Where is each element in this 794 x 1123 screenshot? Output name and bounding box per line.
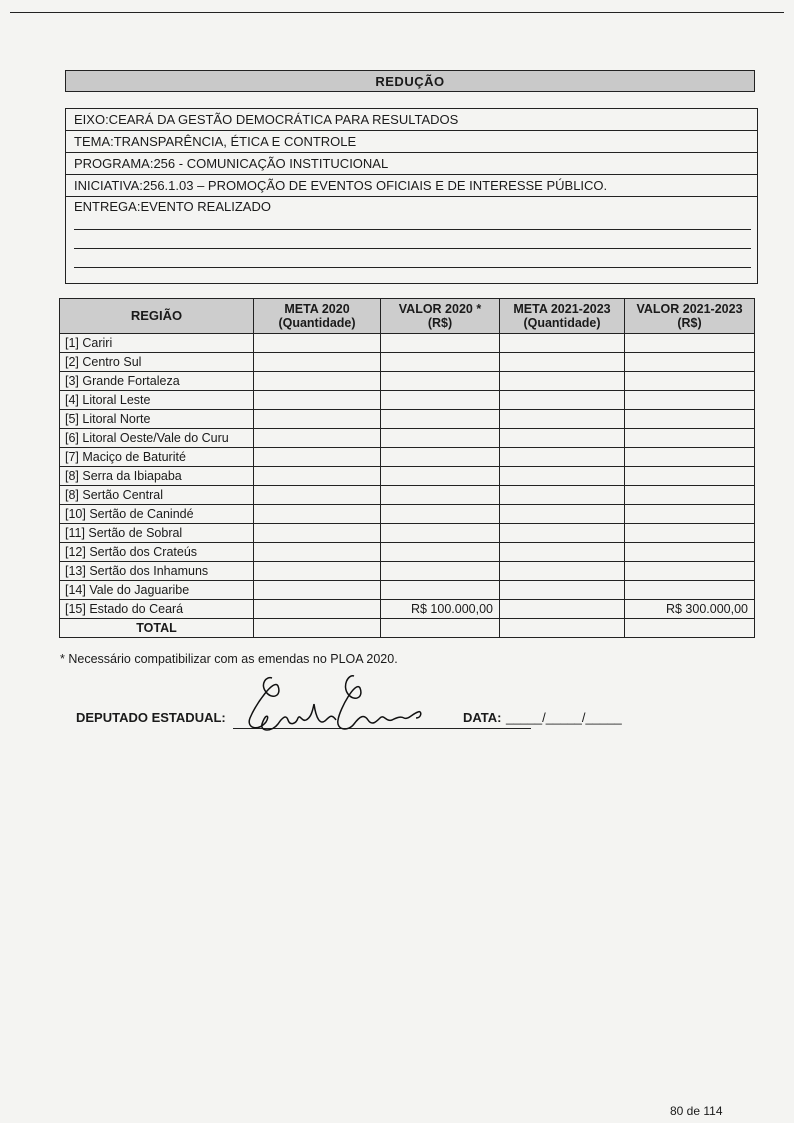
col-header-valor-2020-text: VALOR 2020 * — [398, 302, 482, 316]
meta-2020-cell — [254, 562, 381, 581]
top-rule — [10, 12, 784, 13]
meta-2021-2023-cell — [500, 467, 625, 486]
valor-2021-2023-cell — [625, 410, 755, 429]
table-row — [60, 467, 755, 486]
meta-2020-cell — [254, 600, 381, 619]
valor-2020-cell — [381, 429, 500, 448]
region-cell: [14] Vale do Jaguaribe — [60, 581, 254, 600]
meta-2021-2023-cell — [500, 429, 625, 448]
section-title — [65, 70, 755, 92]
meta-2020-cell — [254, 372, 381, 391]
valor-2021-2023-cell: R$ 300.000,00 — [625, 600, 755, 619]
valor-2020-cell — [381, 505, 500, 524]
table-row — [60, 505, 755, 524]
eixo-line: EIXO:CEARÁ DA GESTÃO DEMOCRÁTICA PARA RESULTADOS — [66, 109, 757, 131]
meta-2021-2023-cell — [500, 505, 625, 524]
region-cell: [13] Sertão dos Inhamuns — [60, 562, 254, 581]
meta-2021-2023-cell — [500, 543, 625, 562]
table-row — [60, 448, 755, 467]
valor-2021-2023-cell — [625, 505, 755, 524]
table-row — [60, 562, 755, 581]
valor-2021-2023-cell — [625, 486, 755, 505]
region-cell: [3] Grande Fortaleza — [60, 372, 254, 391]
col-header-meta-2021-2023-sub: (Quantidade) — [523, 316, 601, 330]
meta-2020-cell — [254, 524, 381, 543]
valor-2021-2023-cell — [625, 524, 755, 543]
region-cell: [10] Sertão de Canindé — [60, 505, 254, 524]
meta-2021-2023-cell — [500, 581, 625, 600]
programa-line: PROGRAMA:256 - COMUNICAÇÃO INSTITUCIONAL — [66, 153, 757, 175]
col-header-meta-2020 — [254, 299, 381, 334]
meta-2021-2023-cell — [500, 353, 625, 372]
valor-2021-2023-cell — [625, 581, 755, 600]
section-title-text: REDUÇÃO — [375, 73, 445, 89]
meta-2020-cell — [254, 448, 381, 467]
valor-2021-2023-cell — [625, 619, 755, 638]
valor-2020-cell — [381, 543, 500, 562]
signature-label: DEPUTADO ESTADUAL: — [76, 710, 226, 725]
meta-2020-cell — [254, 467, 381, 486]
total-row — [60, 619, 755, 638]
region-cell: [12] Sertão dos Crateús — [60, 543, 254, 562]
meta-2020-cell — [254, 505, 381, 524]
meta-2020-cell — [254, 619, 381, 638]
valor-2020-cell — [381, 448, 500, 467]
meta-2021-2023-cell — [500, 562, 625, 581]
valor-2020-cell — [381, 353, 500, 372]
meta-2021-2023-cell — [500, 619, 625, 638]
table-row — [60, 486, 755, 505]
table-row — [60, 391, 755, 410]
col-header-meta-2020-sub: (Quantidade) — [278, 316, 356, 330]
valor-2021-2023-cell — [625, 334, 755, 353]
valor-2020-cell — [381, 562, 500, 581]
entrega-line: ENTREGA:EVENTO REALIZADO — [74, 199, 271, 214]
table-row — [60, 410, 755, 429]
region-cell: [1] Cariri — [60, 334, 254, 353]
blank-line — [74, 248, 751, 249]
col-header-valor-2021-2023-text: VALOR 2021-2023 — [636, 302, 743, 316]
meta-2021-2023-cell — [500, 391, 625, 410]
signature-block — [76, 706, 636, 736]
blank-line — [74, 229, 751, 230]
valor-2021-2023-cell — [625, 448, 755, 467]
meta-2020-cell — [254, 391, 381, 410]
meta-2021-2023-cell — [500, 334, 625, 353]
table-header-row — [60, 299, 755, 334]
table-row — [60, 581, 755, 600]
col-header-valor-2020 — [381, 299, 500, 334]
table-row — [60, 353, 755, 372]
meta-2021-2023-cell — [500, 410, 625, 429]
meta-2021-2023-cell — [500, 524, 625, 543]
region-cell: [11] Sertão de Sobral — [60, 524, 254, 543]
date-blank: _____/_____/_____ — [506, 710, 622, 725]
region-cell: [8] Serra da Ibiapaba — [60, 467, 254, 486]
col-header-meta-2021-2023-text: META 2021-2023 — [513, 302, 611, 316]
meta-2020-cell — [254, 353, 381, 372]
col-header-regiao-text: REGIÃO — [130, 308, 183, 323]
meta-2021-2023-cell — [500, 448, 625, 467]
col-header-regiao — [60, 299, 254, 334]
table-row — [60, 372, 755, 391]
valor-2020-cell — [381, 391, 500, 410]
footnote: * Necessário compatibilizar com as emendas no PLOA 2020. — [60, 652, 398, 666]
col-header-valor-2020-sub: (R$) — [427, 316, 453, 330]
meta-2021-2023-cell — [500, 372, 625, 391]
valor-2020-cell — [381, 619, 500, 638]
valor-2020-cell — [381, 372, 500, 391]
region-cell: [2] Centro Sul — [60, 353, 254, 372]
valor-2020-cell — [381, 581, 500, 600]
valor-2020-cell — [381, 467, 500, 486]
valor-2020-cell: R$ 100.000,00 — [381, 600, 500, 619]
meta-2020-cell — [254, 410, 381, 429]
region-cell: [4] Litoral Leste — [60, 391, 254, 410]
meta-2020-cell — [254, 581, 381, 600]
total-label: TOTAL — [60, 619, 254, 638]
col-header-valor-2021-2023 — [625, 299, 755, 334]
meta-2020-cell — [254, 429, 381, 448]
meta-2021-2023-cell — [500, 486, 625, 505]
valor-2021-2023-cell — [625, 372, 755, 391]
valor-2020-cell — [381, 486, 500, 505]
page-number: 80 de 114 — [670, 1104, 723, 1118]
tema-line: TEMA:TRANSPARÊNCIA, ÉTICA E CONTROLE — [66, 131, 757, 153]
valor-2021-2023-cell — [625, 353, 755, 372]
meta-2020-cell — [254, 486, 381, 505]
iniciativa-line: INICIATIVA:256.1.03 – PROMOÇÃO DE EVENTOS OFICIAIS E DE INTERESSE PÚBLICO. — [66, 175, 757, 197]
region-cell: [6] Litoral Oeste/Vale do Curu — [60, 429, 254, 448]
valor-2021-2023-cell — [625, 543, 755, 562]
table-row — [60, 543, 755, 562]
valor-2021-2023-cell — [625, 467, 755, 486]
valor-2020-cell — [381, 524, 500, 543]
blank-line — [74, 267, 751, 268]
valor-2020-cell — [381, 334, 500, 353]
valor-2021-2023-cell — [625, 562, 755, 581]
col-header-valor-2021-2023-sub: (R$) — [677, 316, 702, 330]
table-row — [60, 429, 755, 448]
col-header-meta-2021-2023 — [500, 299, 625, 334]
region-cell: [7] Maciço de Baturité — [60, 448, 254, 467]
region-cell: [5] Litoral Norte — [60, 410, 254, 429]
col-header-meta-2020-text: META 2020 — [284, 302, 350, 316]
handwritten-signature — [236, 674, 466, 738]
program-info-box — [65, 108, 758, 284]
table-row — [60, 600, 755, 619]
table-row — [60, 524, 755, 543]
region-table — [59, 298, 755, 638]
valor-2021-2023-cell — [625, 391, 755, 410]
table-row — [60, 334, 755, 353]
meta-2020-cell — [254, 543, 381, 562]
date-label: DATA: — [463, 710, 502, 725]
meta-2020-cell — [254, 334, 381, 353]
meta-2021-2023-cell — [500, 600, 625, 619]
region-cell: [8] Sertão Central — [60, 486, 254, 505]
valor-2021-2023-cell — [625, 429, 755, 448]
region-cell: [15] Estado do Ceará — [60, 600, 254, 619]
valor-2020-cell — [381, 410, 500, 429]
